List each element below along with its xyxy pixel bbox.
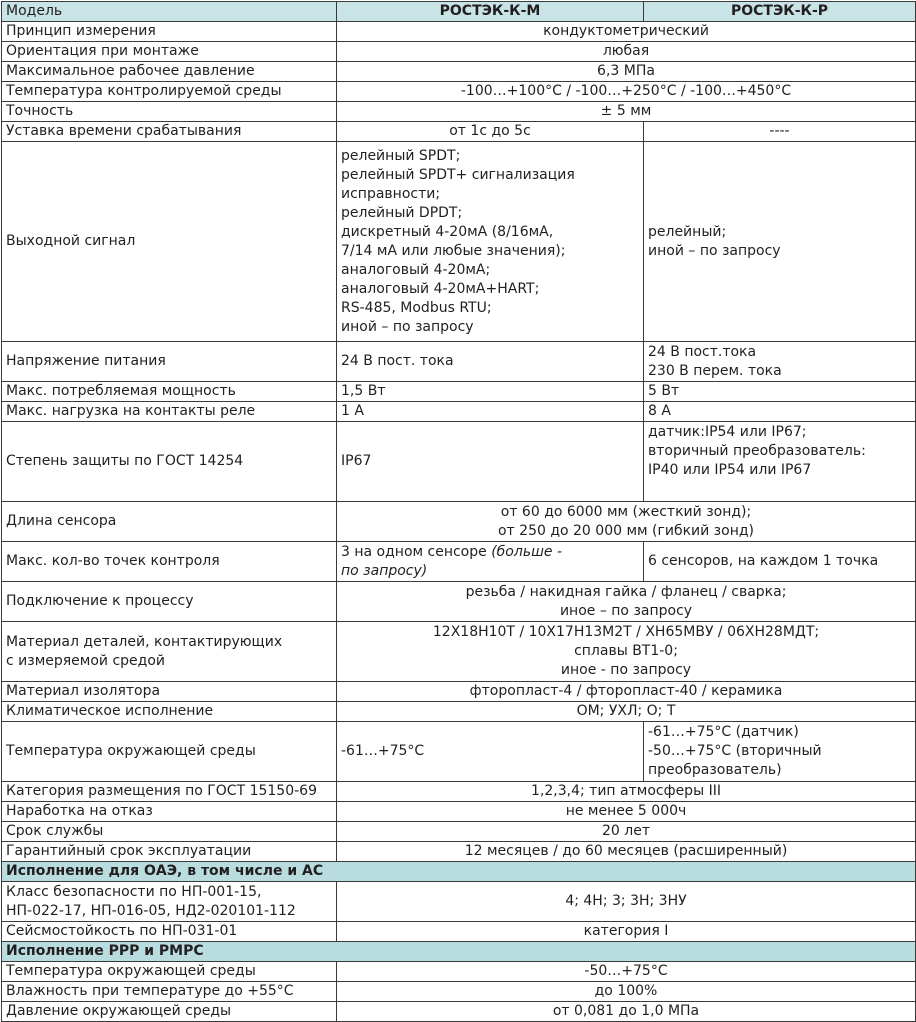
value-line: -61…+75°С (датчик) — [648, 724, 799, 740]
value-line: 24 В пост.тока — [648, 343, 757, 360]
row-value — [337, 622, 916, 682]
table-row — [2, 882, 916, 922]
row-label: Материал изолятора — [2, 682, 337, 702]
row-value-m — [337, 542, 644, 582]
header-param: Модель — [2, 2, 337, 22]
points-note: (больше - — [491, 543, 562, 560]
row-label: Уставка времени срабатывания — [2, 122, 337, 142]
table-row — [2, 102, 916, 122]
row-label: Категория размещения по ГОСТ 15150-69 — [2, 782, 337, 802]
points-main: 3 на одном сенсоре — [341, 543, 492, 560]
section-title: Исполнение РРР и РМРС — [2, 942, 916, 962]
row-value-r — [644, 342, 916, 382]
value-line: от 250 до 20 000 мм (гибкий зонд) — [497, 522, 754, 539]
row-value: кондуктометрический — [337, 22, 916, 42]
row-value-r — [644, 142, 916, 342]
section-header-nuclear — [2, 862, 916, 882]
row-label: Подключение к процессу — [2, 582, 337, 622]
row-label — [2, 622, 337, 682]
table-row — [2, 402, 916, 422]
table-row — [2, 342, 916, 382]
value-line: от 60 до 6000 мм (жесткий зонд); — [500, 503, 752, 520]
table-row — [2, 822, 916, 842]
row-value: 6,3 МПа — [337, 62, 916, 82]
table-row — [2, 722, 916, 782]
output-line: RS-485, Modbus RTU; — [341, 299, 492, 316]
header-model-m: РОСТЭК-К-М — [337, 2, 644, 22]
row-value-m: 24 В пост. тока — [337, 342, 644, 382]
row-value: ± 5 мм — [337, 102, 916, 122]
table-row — [2, 582, 916, 622]
section-title: Исполнение для ОАЭ, в том числе и АС — [2, 862, 916, 882]
section-header-marine — [2, 942, 916, 962]
table-row — [2, 622, 916, 682]
output-line: аналоговый 4-20мА+HART; — [341, 280, 540, 297]
header-model-r: РОСТЭК-К-Р — [644, 2, 916, 22]
row-label — [2, 882, 337, 922]
value-line: иное - по запросу — [560, 662, 692, 678]
output-line: исправности; — [341, 185, 441, 202]
row-label: Выходной сигнал — [2, 142, 337, 342]
row-value-r: 5 Вт — [644, 382, 916, 402]
value-line: вторичный преобразователь: — [648, 443, 866, 459]
value-line: резьба / накидная гайка / фланец / сварка; — [465, 583, 787, 600]
table-row — [2, 22, 916, 42]
row-value-m: 1 А — [337, 402, 644, 422]
row-value: -100…+100°С / -100…+250°С / -100…+450°С — [337, 82, 916, 102]
row-value-r — [644, 422, 916, 502]
output-line: дискретный 4-20мА (8/16мА, — [341, 223, 554, 240]
row-value: от 0,081 до 1,0 МПа — [337, 1002, 916, 1022]
label-line: НП-022-17, НП-016-05, НД2-020101-112 — [6, 902, 296, 919]
row-label: Напряжение питания — [2, 342, 337, 382]
row-label: Наработка на отказ — [2, 802, 337, 822]
label-line: с измеряемой средой — [6, 652, 166, 669]
label-line: Материал деталей, контактирующих — [6, 633, 283, 650]
output-line: 7/14 мА или любые значения); — [341, 242, 566, 259]
value-line: датчик:IP54 или IP67; — [648, 424, 807, 440]
row-value-r — [644, 722, 916, 782]
value-line: иное – по запросу — [559, 602, 693, 619]
row-value: 20 лет — [337, 822, 916, 842]
table-row — [2, 62, 916, 82]
table-row — [2, 802, 916, 822]
value-line: сплавы ВТ1-0; — [574, 643, 678, 659]
output-line: релейный DPDT; — [341, 204, 463, 221]
output-line: релейный SPDT+ сигнализация — [341, 166, 575, 183]
value-line: 230 В перем. тока — [648, 362, 782, 379]
table-row — [2, 982, 916, 1002]
row-label: Температура окружающей среды — [2, 722, 337, 782]
output-line: релейный; — [648, 223, 727, 240]
table-row — [2, 962, 916, 982]
row-value: любая — [337, 42, 916, 62]
row-value: категория I — [337, 922, 916, 942]
row-label: Давление окружающей среды — [2, 1002, 337, 1022]
row-label: Макс. нагрузка на контакты реле — [2, 402, 337, 422]
row-label: Макс. потребляемая мощность — [2, 382, 337, 402]
output-line: релейный SPDT; — [341, 147, 461, 164]
row-value: ОМ; УХЛ; О; Т — [337, 702, 916, 722]
table-row — [2, 782, 916, 802]
value-line: 12Х18Н10Т / 10Х17Н13М2Т / ХН65МВУ / 06ХН28МДТ; — [432, 624, 820, 640]
table-row — [2, 122, 916, 142]
row-value: -50…+75°С — [337, 962, 916, 982]
table-row — [2, 422, 916, 502]
row-value: 1,2,3,4; тип атмосферы III — [337, 782, 916, 802]
table-row — [2, 842, 916, 862]
value-line: преобразователь) — [648, 762, 782, 778]
row-label: Точность — [2, 102, 337, 122]
row-value: фторопласт-4 / фторопласт-40 / керамика — [337, 682, 916, 702]
label-line: Класс безопасности по НП-001-15, — [6, 883, 262, 900]
row-value: не менее 5 000ч — [337, 802, 916, 822]
row-value-m: -61…+75°С — [337, 722, 644, 782]
table-row — [2, 702, 916, 722]
row-value — [337, 582, 916, 622]
row-value: 12 месяцев / до 60 месяцев (расширенный) — [337, 842, 916, 862]
row-value — [337, 502, 916, 542]
row-label: Степень защиты по ГОСТ 14254 — [2, 422, 337, 502]
row-value-r: ---- — [644, 122, 916, 142]
row-label: Длина сенсора — [2, 502, 337, 542]
output-line: аналоговый 4-20мА; — [341, 261, 491, 278]
row-label: Гарантийный срок эксплуатации — [2, 842, 337, 862]
spec-table — [1, 1, 916, 1022]
row-label: Климатическое исполнение — [2, 702, 337, 722]
row-label: Макс. кол-во точек контроля — [2, 542, 337, 582]
row-value-m: от 1с до 5с — [337, 122, 644, 142]
row-value-r: 6 сенсоров, на каждом 1 точка — [644, 542, 916, 582]
row-label: Срок службы — [2, 822, 337, 842]
header-row — [2, 2, 916, 22]
row-value: до 100% — [337, 982, 916, 1002]
row-label: Температура окружающей среды — [2, 962, 337, 982]
table-row — [2, 382, 916, 402]
row-label: Сейсмостойкость по НП-031-01 — [2, 922, 337, 942]
row-value: 4; 4Н; 3; 3Н; 3НУ — [337, 882, 916, 922]
table-row — [2, 1002, 916, 1022]
points-note: по запросу) — [341, 562, 428, 579]
table-row — [2, 142, 916, 342]
table-row — [2, 922, 916, 942]
table-row — [2, 542, 916, 582]
value-line: IP40 или IP54 или IP67 — [648, 462, 812, 478]
output-line: иной – по запросу — [341, 318, 474, 335]
row-value-r: 8 А — [644, 402, 916, 422]
table-row — [2, 82, 916, 102]
row-value-m — [337, 142, 644, 342]
row-label: Ориентация при монтаже — [2, 42, 337, 62]
row-label: Влажность при температуре до +55°С — [2, 982, 337, 1002]
table-row — [2, 502, 916, 542]
row-value-m: 1,5 Вт — [337, 382, 644, 402]
row-label: Максимальное рабочее давление — [2, 62, 337, 82]
row-label: Температура контролируемой среды — [2, 82, 337, 102]
table-row — [2, 682, 916, 702]
value-line: -50…+75°С (вторичный — [648, 743, 822, 759]
row-label: Принцип измерения — [2, 22, 337, 42]
output-line: иной – по запросу — [648, 242, 781, 259]
row-value-m: IP67 — [337, 422, 644, 502]
table-row — [2, 42, 916, 62]
